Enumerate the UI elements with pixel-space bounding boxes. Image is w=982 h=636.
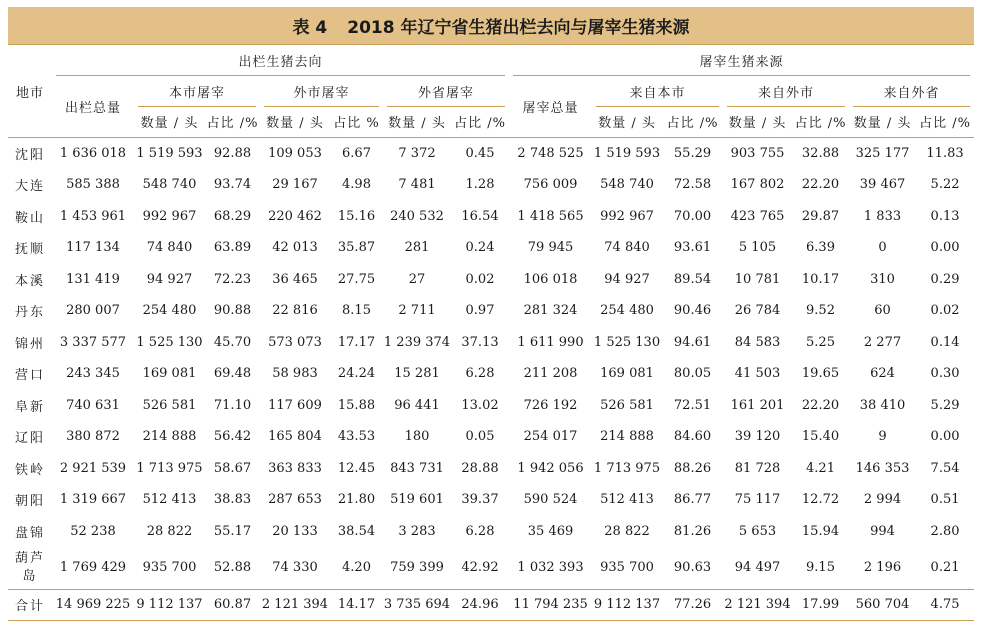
table-cell: 81 728 (734, 460, 781, 476)
table-cell: 42.92 (461, 560, 499, 576)
table-cell: 93.61 (673, 240, 712, 256)
table-cell: 10 781 (734, 271, 781, 287)
table-cell: 74 840 (146, 240, 193, 256)
table-cell: 2 748 525 (509, 138, 592, 170)
table-cell: 22 816 (272, 303, 318, 319)
city-name: 本溪 (14, 273, 45, 289)
table-cell: 29 167 (272, 177, 318, 193)
table-cell: 39.37 (461, 492, 499, 508)
total-label: 合计 (8, 589, 52, 620)
city-name: 锦州 (14, 336, 45, 352)
table-cell: 63.89 (213, 240, 252, 256)
table-cell: 169 081 (142, 366, 197, 382)
table-cell: 2 196 (863, 560, 902, 576)
sub-header-share: 占比 % (333, 116, 380, 132)
header-total-slaughter: 屠宰总量 (522, 100, 579, 116)
table-row (8, 516, 974, 548)
table-cell: 41 503 (734, 366, 781, 382)
table-cell: 280 007 (66, 303, 120, 319)
table-cell: 1 636 018 (52, 138, 134, 170)
table-row (8, 295, 974, 327)
table-cell: 992 967 (142, 208, 197, 224)
table-cell: 55.17 (213, 523, 252, 539)
table-cell: 1 769 429 (59, 560, 127, 576)
table-cell: 27.75 (337, 271, 376, 287)
table-cell: 548 740 (600, 177, 654, 193)
table-cell: 2 921 539 (59, 460, 127, 476)
table-cell: 5.25 (806, 334, 835, 350)
city-name: 大连 (14, 179, 45, 195)
city-name: 盘锦 (14, 525, 45, 541)
table-cell: 93.74 (213, 177, 252, 193)
table-cell: 15.16 (337, 208, 376, 224)
table-cell: 35 469 (527, 523, 574, 539)
table-cell: 363 833 (268, 460, 322, 476)
table-cell: 573 073 (268, 334, 322, 350)
table-cell: 72.58 (673, 177, 712, 193)
table-cell: 22.20 (801, 177, 840, 193)
header-from-other-city: 来自外市 (723, 76, 849, 107)
city-name: 鞍山 (14, 210, 45, 226)
table-cell: 81.26 (673, 523, 712, 539)
table-cell: 5.22 (930, 177, 960, 193)
table-cell: 146 353 (855, 460, 910, 476)
table-cell: 512 413 (600, 492, 654, 508)
total-cell: 17.99 (792, 589, 849, 620)
table-cell: 310 (870, 271, 895, 287)
table-cell: 1 239 374 (383, 334, 451, 350)
table-cell: 726 192 (523, 397, 578, 413)
table-cell: 512 413 (142, 492, 197, 508)
total-row (8, 589, 974, 620)
table-cell: 94.61 (673, 334, 712, 350)
table-cell: 56.42 (213, 429, 252, 445)
table-cell: 1 418 565 (517, 208, 584, 224)
table-cell: 79 945 (527, 240, 574, 256)
total-cell: 60.87 (205, 589, 260, 620)
table-cell: 740 631 (66, 397, 120, 413)
table-cell: 6.28 (465, 523, 495, 539)
header-other-province-slaughter: 外省屠宰 (383, 76, 509, 107)
table-cell: 1 713 975 (136, 460, 203, 476)
table-cell: 214 888 (142, 429, 197, 445)
table-cell: 90.88 (213, 303, 252, 319)
table-cell: 325 177 (849, 138, 916, 170)
table-cell: 80.05 (673, 366, 712, 382)
table-cell: 0.45 (451, 138, 509, 170)
city-name: 阜新 (14, 399, 45, 415)
table-cell: 19.65 (801, 366, 840, 382)
table-cell: 0.00 (930, 429, 960, 445)
table-cell: 180 (404, 429, 430, 445)
table-cell: 42 013 (272, 240, 318, 256)
table-cell: 2 711 (398, 303, 436, 319)
table-cell: 0.24 (465, 240, 495, 256)
table-row (8, 327, 974, 359)
table-cell: 0.29 (930, 271, 960, 287)
table-cell: 214 888 (600, 429, 654, 445)
table-cell: 52 238 (70, 523, 116, 539)
table-cell: 7 372 (383, 138, 451, 170)
table-cell: 756 009 (523, 177, 578, 193)
table-cell: 109 053 (260, 138, 330, 170)
table-row (8, 421, 974, 453)
table-cell: 89.54 (673, 271, 712, 287)
table-cell: 254 480 (142, 303, 197, 319)
table-cell: 74 840 (604, 240, 650, 256)
table-cell: 1 713 975 (593, 460, 661, 476)
header-from-local: 来自本市 (592, 76, 723, 107)
table-cell: 96 441 (394, 397, 440, 413)
table-cell: 55.29 (662, 138, 723, 170)
city-name: 沈阳 (8, 138, 52, 170)
header-outbound-group: 出栏生猪去向 (52, 45, 509, 76)
table-cell: 0 (878, 240, 887, 256)
table-row (8, 232, 974, 264)
table-row (8, 264, 974, 296)
table-caption (8, 7, 974, 44)
table-cell: 1 525 130 (593, 334, 661, 350)
table-cell: 92.88 (205, 138, 260, 170)
table-row (8, 138, 974, 170)
table-cell: 45.70 (213, 334, 252, 350)
table-cell: 2 994 (863, 492, 902, 508)
table-cell: 39 467 (859, 177, 906, 193)
table-cell: 0.13 (930, 208, 960, 224)
table-cell: 58.67 (213, 460, 252, 476)
table-cell: 35.87 (337, 240, 376, 256)
total-cell: 24.96 (451, 589, 509, 620)
table-row (8, 201, 974, 233)
table-cell: 12.72 (801, 492, 840, 508)
table-cell: 992 967 (600, 208, 654, 224)
table-cell: 0.02 (465, 271, 495, 287)
table-row (8, 169, 974, 201)
table-row (8, 453, 974, 485)
table-cell: 7 481 (398, 177, 436, 193)
table-cell: 69.48 (213, 366, 252, 382)
table-cell: 36 465 (272, 271, 318, 287)
table-cell: 22.20 (801, 397, 840, 413)
table-cell: 1 519 593 (134, 138, 205, 170)
table-cell: 131 419 (66, 271, 120, 287)
table-cell: 15.94 (801, 523, 840, 539)
table-cell: 1 611 990 (517, 334, 584, 350)
city-name: 辽阳 (14, 431, 45, 447)
table-cell: 3 283 (398, 523, 436, 539)
city-name: 营口 (14, 368, 45, 384)
table-cell: 86.77 (673, 492, 712, 508)
table-cell: 9.15 (806, 560, 835, 576)
total-cell: 14.17 (330, 589, 383, 620)
table-cell: 90.46 (673, 303, 712, 319)
city-name: 朝阳 (14, 494, 45, 510)
table-cell: 27 (408, 271, 426, 287)
table-cell: 3 337 577 (59, 334, 127, 350)
table-cell: 240 532 (390, 208, 444, 224)
table-cell: 84 583 (734, 334, 781, 350)
header-local-slaughter: 本市屠宰 (134, 76, 260, 107)
table-cell: 243 345 (66, 366, 120, 382)
table-cell: 1 942 056 (517, 460, 584, 476)
table-cell: 1 519 593 (592, 138, 662, 170)
table-cell: 4.21 (806, 460, 835, 476)
table-cell: 254 017 (523, 429, 578, 445)
table-cell: 548 740 (142, 177, 197, 193)
table-cell: 6.39 (806, 240, 835, 256)
total-cell: 77.26 (662, 589, 723, 620)
table-cell: 9.52 (806, 303, 835, 319)
city-name: 抚顺 (14, 242, 45, 258)
table-cell: 28.88 (461, 460, 499, 476)
table-cell: 8.15 (342, 303, 371, 319)
table-cell: 11.83 (916, 138, 974, 170)
table-cell: 26 784 (734, 303, 781, 319)
table-cell: 519 601 (390, 492, 444, 508)
sub-header-count: 数量 / 头 (266, 116, 324, 132)
total-cell: 560 704 (849, 589, 916, 620)
table-cell: 43.53 (337, 429, 376, 445)
table-cell: 0.00 (930, 240, 960, 256)
table-cell: 1 032 393 (517, 560, 584, 576)
sub-header-share: 占比 /% (666, 116, 719, 132)
table-cell: 759 399 (390, 560, 444, 576)
table-cell: 6.67 (330, 138, 383, 170)
sub-header-count: 数量 / 头 (140, 116, 199, 132)
table-cell: 843 731 (390, 460, 444, 476)
sub-header-row (8, 107, 974, 138)
table-cell: 9 (878, 429, 887, 445)
table-cell: 38 410 (859, 397, 906, 413)
table-row (8, 358, 974, 390)
table-cell: 52.88 (213, 560, 252, 576)
total-cell: 2 121 394 (260, 589, 330, 620)
table-cell: 15.88 (337, 397, 376, 413)
total-cell: 3 735 694 (383, 589, 451, 620)
table-cell: 994 (870, 523, 895, 539)
table-cell: 15.40 (801, 429, 840, 445)
header-source-group: 屠宰生猪来源 (509, 45, 974, 76)
table-cell: 7.54 (930, 460, 960, 476)
table-cell: 0.05 (465, 429, 495, 445)
table-cell: 0.30 (930, 366, 960, 382)
total-cell: 9 112 137 (592, 589, 662, 620)
table-cell: 935 700 (142, 560, 197, 576)
sub-header-count: 数量 / 头 (598, 116, 656, 132)
table-cell: 94 497 (734, 560, 781, 576)
sub-header-count: 数量 / 头 (728, 116, 787, 132)
hog-flow-table (8, 44, 974, 621)
table-cell: 1 453 961 (59, 208, 127, 224)
table-cell: 167 802 (730, 177, 785, 193)
table-cell: 5 653 (738, 523, 777, 539)
table-cell: 20 133 (272, 523, 318, 539)
table-cell: 12.45 (337, 460, 376, 476)
table-cell: 15 281 (394, 366, 440, 382)
table-cell: 5.29 (930, 397, 960, 413)
sub-header-share: 占比 /% (794, 116, 847, 132)
table-row (8, 547, 974, 589)
total-cell: 9 112 137 (134, 589, 205, 620)
table-cell: 60 (874, 303, 891, 319)
sub-header-count: 数量 / 头 (853, 116, 912, 132)
table-cell: 4.98 (342, 177, 371, 193)
table-cell: 281 324 (523, 303, 578, 319)
table-cell: 90.63 (673, 560, 712, 576)
sub-header-share: 占比 /% (454, 116, 506, 132)
table-cell: 68.29 (213, 208, 252, 224)
table-cell: 70.00 (673, 208, 712, 224)
table-cell: 585 388 (66, 177, 120, 193)
table-cell: 39 120 (734, 429, 781, 445)
table-cell: 94 927 (604, 271, 650, 287)
table-cell: 88.26 (673, 460, 712, 476)
table-title: 2018 年辽宁省生猪出栏去向与屠宰生猪来源 (347, 18, 690, 38)
table-cell: 220 462 (268, 208, 322, 224)
table-cell: 380 872 (66, 429, 120, 445)
table-cell: 169 081 (600, 366, 654, 382)
sub-header-share: 占比 /% (206, 116, 259, 132)
table-cell: 281 (404, 240, 430, 256)
table-cell: 1.28 (465, 177, 495, 193)
table-cell: 117 609 (268, 397, 322, 413)
table-row (8, 390, 974, 422)
table-cell: 526 581 (600, 397, 654, 413)
table-label: 表 4 (292, 18, 328, 38)
table-cell: 0.14 (930, 334, 960, 350)
table-cell: 935 700 (600, 560, 654, 576)
table-cell: 71.10 (213, 397, 252, 413)
sub-header-count: 数量 / 头 (388, 116, 446, 132)
table-cell: 21.80 (337, 492, 376, 508)
table-cell: 0.97 (465, 303, 495, 319)
total-cell: 11 794 235 (509, 589, 592, 620)
table-cell: 2.80 (930, 523, 960, 539)
table-cell: 28 822 (604, 523, 650, 539)
table-cell: 0.02 (930, 303, 960, 319)
table-cell: 16.54 (461, 208, 499, 224)
table-cell: 6.28 (465, 366, 495, 382)
table-cell: 58 983 (272, 366, 318, 382)
table-cell: 5 105 (738, 240, 777, 256)
header-region: 地市 (8, 45, 52, 138)
table-cell: 211 208 (523, 366, 578, 382)
header-from-other-province: 来自外省 (849, 76, 974, 107)
table-cell: 287 653 (268, 492, 322, 508)
table-cell: 624 (870, 366, 895, 382)
table-cell: 106 018 (523, 271, 578, 287)
table-cell: 0.51 (930, 492, 960, 508)
table-cell: 17.17 (337, 334, 376, 350)
table-cell: 28 822 (146, 523, 193, 539)
total-cell: 14 969 225 (52, 589, 134, 620)
table-cell: 1 525 130 (136, 334, 203, 350)
table-cell: 75 117 (734, 492, 781, 508)
table-cell: 72.23 (213, 271, 252, 287)
table-cell: 165 804 (268, 429, 322, 445)
city-name: 葫芦岛 (14, 550, 45, 584)
header-other-city-slaughter: 外市屠宰 (260, 76, 383, 107)
table-cell: 254 480 (600, 303, 654, 319)
table-cell: 38.54 (337, 523, 376, 539)
table-cell: 590 524 (523, 492, 578, 508)
table-cell: 37.13 (461, 334, 499, 350)
table-cell: 2 277 (863, 334, 902, 350)
sub-header-share: 占比 /% (919, 116, 971, 132)
table-cell: 38.83 (213, 492, 252, 508)
table-cell: 4.20 (342, 560, 371, 576)
table-row (8, 484, 974, 516)
table-cell: 32.88 (792, 138, 849, 170)
table-cell: 24.24 (337, 366, 376, 382)
city-name: 丹东 (14, 305, 45, 321)
table-cell: 423 765 (730, 208, 785, 224)
header-total-outbound: 出栏总量 (64, 100, 121, 116)
table-cell: 10.17 (801, 271, 840, 287)
table-cell: 1 833 (863, 208, 902, 224)
total-cell: 4.75 (916, 589, 974, 620)
table-cell: 526 581 (142, 397, 197, 413)
table-cell: 903 755 (723, 138, 792, 170)
table-cell: 13.02 (461, 397, 499, 413)
table-cell: 74 330 (272, 560, 318, 576)
table-body (8, 138, 974, 621)
table-cell: 72.51 (673, 397, 712, 413)
table-cell: 1 319 667 (59, 492, 127, 508)
city-name: 铁岭 (14, 462, 45, 478)
table-cell: 29.87 (801, 208, 840, 224)
table-cell: 161 201 (730, 397, 785, 413)
table-cell: 117 134 (66, 240, 120, 256)
table-cell: 0.21 (930, 560, 960, 576)
table-cell: 94 927 (146, 271, 193, 287)
table-cell: 84.60 (673, 429, 712, 445)
total-cell: 2 121 394 (723, 589, 792, 620)
